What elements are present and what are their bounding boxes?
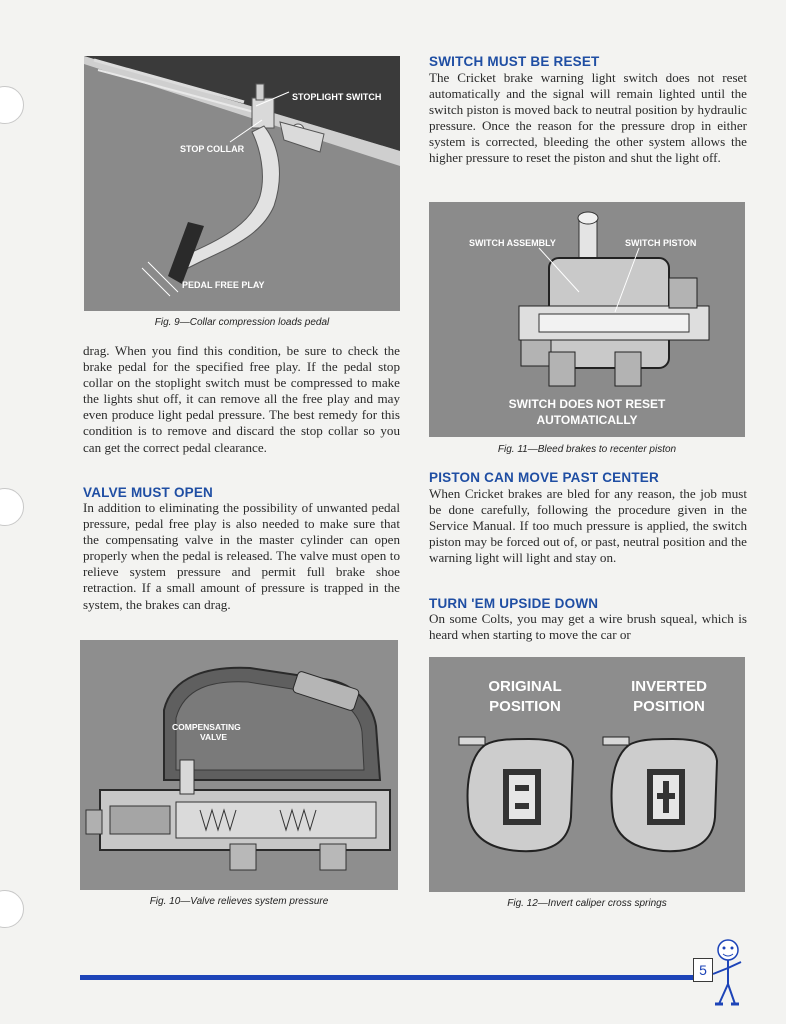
label-pedal-free-play: PEDAL FREE PLAY (182, 280, 265, 290)
figure-12-calipers (429, 657, 745, 892)
figure-9-caption: Fig. 9—Collar compression loads pedal (154, 317, 330, 328)
label-inverted-position: POSITION (633, 698, 705, 715)
label-inverted: INVERTED (631, 678, 707, 695)
label-valve: VALVE (200, 732, 228, 742)
heading-turn-em-upside-down: TURN 'EM UPSIDE DOWN (429, 596, 599, 611)
mascot-icon (705, 938, 751, 1010)
label-stoplight-switch: STOPLIGHT SWITCH (292, 92, 382, 102)
heading-valve-must-open: VALVE MUST OPEN (83, 485, 214, 500)
caliper-diagram (429, 657, 745, 892)
figure-11-switch-assembly (429, 202, 745, 437)
paragraph-piston: When Cricket brakes are bled for any reason, the job must be done carefully, following the procedure given in the Service Manual. If too much pressure is applied, the switch piston may be forced out of, or past, neutral position and the warning light will light and stay on. (429, 486, 747, 566)
figure-10-master-cylinder (80, 640, 398, 890)
binder-hole-bottom (0, 890, 24, 928)
figure-9-pedal-illustration (84, 56, 400, 311)
master-cylinder-diagram (80, 640, 398, 890)
label-original: ORIGINAL (488, 678, 562, 695)
label-stop-collar: STOP COLLAR (180, 144, 245, 154)
figure-12-caption: Fig. 12—Invert caliper cross springs (507, 898, 667, 909)
paragraph-drag: drag. When you find this condition, be sure to check the brake pedal for the specified free play. If the pedal stop collar on the stoplight switch must be compressed to make the lights shut off, it can remove all the free play and may even produce light pedal pressure. The best remedy for this condition is to remove and discard the stop collar so you can get the correct pedal clearance. (83, 343, 400, 455)
footer-rule (80, 975, 700, 980)
switch-assembly-diagram (429, 202, 745, 437)
paragraph-valve: In addition to eliminating the possibility of unwanted pedal pressure, pedal free play is also needed to make sure that the compensating valve in the master cylinder can open properly when the pedal is released. The valve must open to relieve system pressure and permit full brake shoe retraction. If a small amount of pressure is trapped in the system, the brakes can drag. (83, 500, 400, 612)
label-switch-assembly: SWITCH ASSEMBLY (469, 238, 556, 248)
binder-hole-top (0, 86, 24, 124)
binder-hole-middle (0, 488, 24, 526)
page-number: 5 (693, 958, 713, 982)
label-original-position: POSITION (489, 698, 561, 715)
label-switch-does-not-reset: SWITCH DOES NOT RESET (508, 397, 666, 411)
figure-11-caption: Fig. 11—Bleed brakes to recenter piston (497, 444, 677, 455)
pedal-diagram (84, 56, 400, 311)
heading-switch-must-be-reset: SWITCH MUST BE RESET (429, 54, 600, 69)
paragraph-switch: The Cricket brake warning light switch does not reset automatically and the signal will remain lighted until the switch piston is moved back to neutral position by hydraulic pressure. Once the reason for the pressure drop in either system is corrected, bleeding the other system allows the higher pressure to reset the piston and shut the light off. (429, 70, 747, 166)
label-automatically: AUTOMATICALLY (536, 413, 638, 427)
figure-10-caption: Fig. 10—Valve relieves system pressure (149, 896, 329, 907)
paragraph-turn: On some Colts, you may get a wire brush squeal, which is heard when starting to move the car or (429, 611, 747, 643)
heading-piston-can-move-past-center: PISTON CAN MOVE PAST CENTER (429, 470, 659, 485)
label-compensating: COMPENSATING (172, 722, 241, 732)
label-switch-piston: SWITCH PISTON (625, 238, 697, 248)
